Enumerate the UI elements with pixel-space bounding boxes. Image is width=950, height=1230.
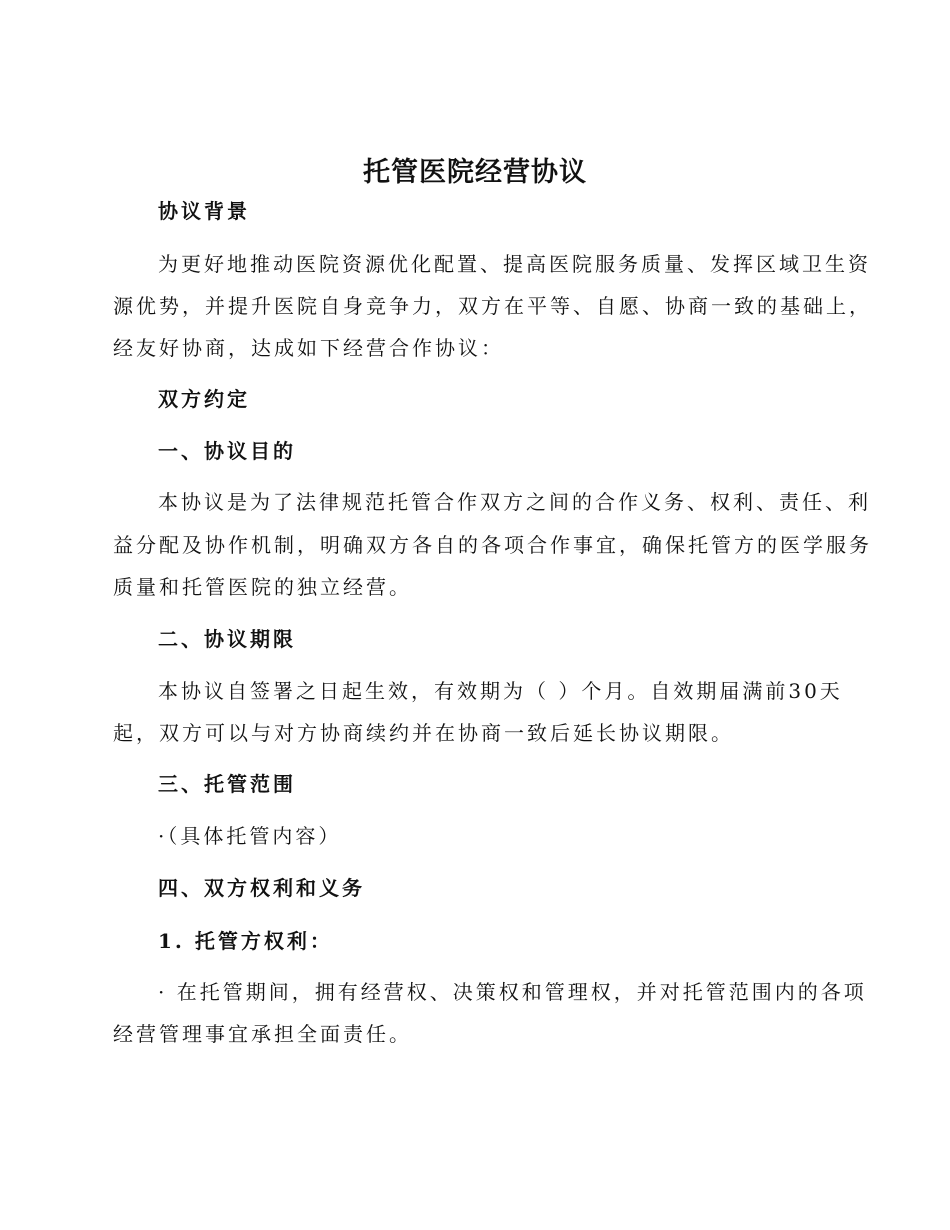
paragraph-line: 源优势，并提升医院自身竞争力，双方在平等、自愿、协商一致的基础上，	[113, 294, 872, 318]
heading-rights-obligations: 四、双方权利和义务	[158, 876, 365, 900]
paragraph-line: 为更好地推动医院资源优化配置、提高医院服务质量、发挥区域卫生资	[158, 252, 871, 276]
paragraph-line: 本协议是为了法律规范托管合作双方之间的合作义务、权利、责任、利	[158, 490, 871, 514]
list-item: ·（具体托管内容）	[158, 824, 342, 848]
paragraph-line: 本协议自签署之日起生效，有效期为（ ）个月。自效期届满前30天	[158, 679, 843, 703]
document-title: 托管医院经营协议	[363, 157, 587, 188]
heading-scope: 三、托管范围	[158, 772, 296, 796]
list-item: · 在托管期间，拥有经营权、决策权和管理权，并对托管范围内的各项	[158, 980, 867, 1004]
subheading-trustee-rights: 1. 托管方权利：	[158, 929, 333, 953]
paragraph-line: 质量和托管医院的独立经营。	[113, 575, 412, 599]
paragraph-line: 起，双方可以与对方协商续约并在协商一致后延长协议期限。	[113, 721, 734, 745]
heading-agreement: 双方约定	[158, 387, 250, 411]
paragraph-line: 经友好协商，达成如下经营合作协议：	[113, 336, 504, 360]
heading-term: 二、协议期限	[158, 627, 296, 651]
heading-purpose: 一、协议目的	[158, 439, 296, 463]
heading-background: 协议背景	[158, 199, 250, 223]
paragraph-line: 经营管理事宜承担全面责任。	[113, 1022, 412, 1046]
paragraph-line: 益分配及协作机制，明确双方各自的各项合作事宜，确保托管方的医学服务	[113, 533, 872, 557]
